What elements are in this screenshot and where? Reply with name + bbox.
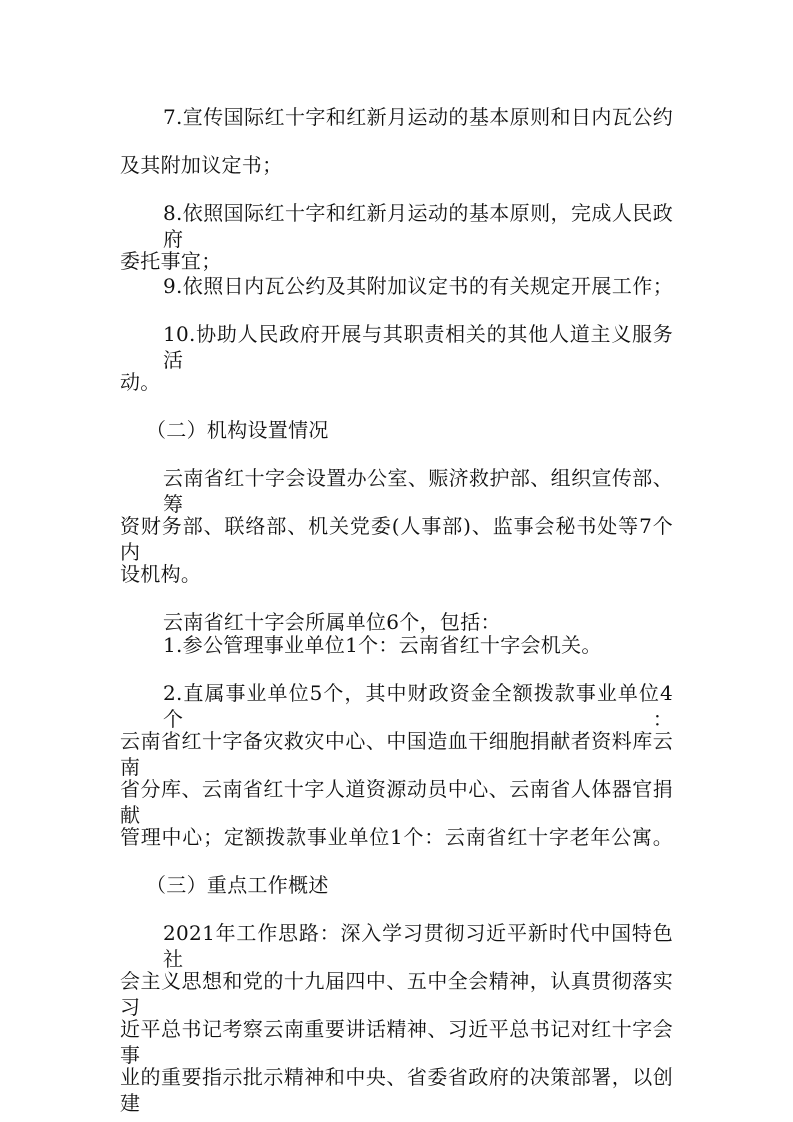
text-line-org-3: 设机构。 xyxy=(120,562,202,586)
text-line-item-7-part2: 及其附加议定书； xyxy=(120,153,283,177)
section-heading-3: （三）重点工作概述 xyxy=(146,873,329,897)
text-line-item-8-part2: 委托事宜； xyxy=(120,249,222,273)
text-line-plan-4: 业的重要指示批示精神和中央、省委省政府的决策部署，以创建 xyxy=(120,1065,673,1115)
text-line-item-9: 9.依照日内瓦公约及其附加议定书的有关规定开展工作； xyxy=(163,274,673,298)
text-line-unit-2-part1: 2.直属事业单位5个，其中财政资金全额拨款事业单位4个： xyxy=(163,681,673,731)
text-line-plan-3: 近平总书记考察云南重要讲话精神、习近平总书记对红十字会事 xyxy=(120,1017,673,1067)
section-heading-2: （二）机构设置情况 xyxy=(146,418,329,442)
text-line-item-7-part1: 7.宣传国际红十字和红新月运动的基本原则和日内瓦公约 xyxy=(163,105,673,129)
text-line-org-2: 资财务部、联络部、机关党委(人事部)、监事会秘书处等7个内 xyxy=(120,514,673,564)
text-line-plan-1: 2021年工作思路：深入学习贯彻习近平新时代中国特色社 xyxy=(163,921,673,971)
text-line-org-1: 云南省红十字会设置办公室、赈济救护部、组织宣传部、筹 xyxy=(163,466,673,516)
text-line-unit-2-part2: 云南省红十字备灾救灾中心、中国造血干细胞捐献者资料库云南 xyxy=(120,729,673,779)
text-line-unit-2-part3: 省分库、云南省红十字人道资源动员中心、云南省人体器官捐献 xyxy=(120,777,673,827)
text-line-item-10-part1: 10.协助人民政府开展与其职责相关的其他人道主义服务活 xyxy=(163,322,673,372)
text-line-unit-2-part4: 管理中心；定额拨款事业单位1个：云南省红十字老年公寓。 xyxy=(120,825,673,849)
text-line-unit-1: 1.参公管理事业单位1个：云南省红十字会机关。 xyxy=(163,633,602,657)
text-line-item-10-part2: 动。 xyxy=(120,370,161,394)
text-line-plan-2: 会主义思想和党的十九届四中、五中全会精神，认真贯彻落实习 xyxy=(120,969,673,1019)
text-line-units-intro: 云南省红十字会所属单位6个，包括： xyxy=(163,610,501,634)
text-line-item-8-part1: 8.依照国际红十字和红新月运动的基本原则，完成人民政府 xyxy=(163,201,673,251)
